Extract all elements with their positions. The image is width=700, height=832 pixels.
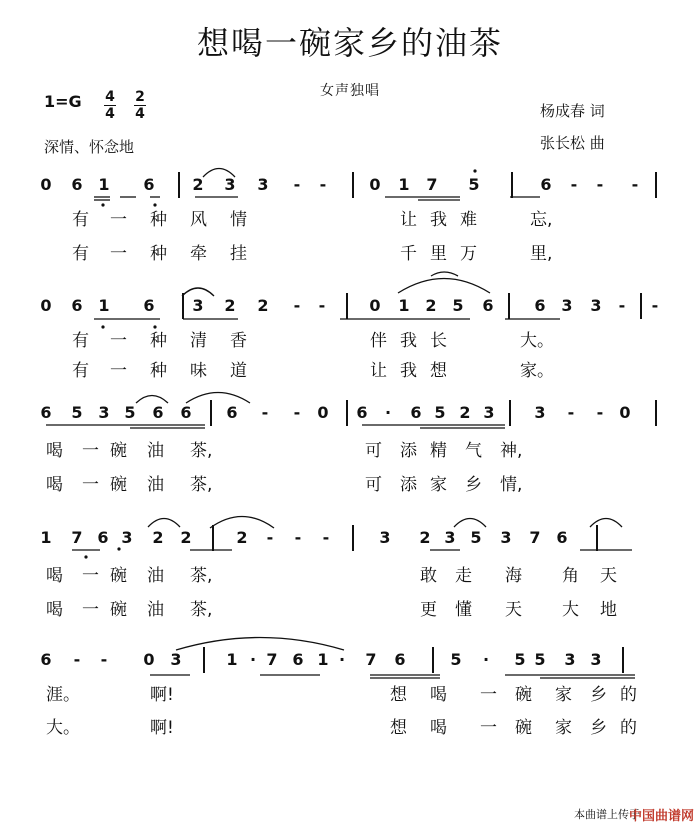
note: 6: [71, 175, 83, 194]
note: 1: [398, 296, 410, 315]
lyric-verse-1: 一: [110, 210, 127, 230]
note: -: [570, 175, 578, 194]
lyric-verse-1: 大。: [520, 331, 554, 351]
note: 3: [224, 175, 236, 194]
time-sig-numerator: 2: [135, 89, 145, 105]
lyric-verse-1: 清: [190, 331, 207, 351]
lyric-verse-1: 家: [555, 685, 572, 705]
lyric-verse-2: 喝: [46, 475, 63, 495]
note: 7: [426, 175, 438, 194]
song-title: 想喝一碗家乡的油茶: [196, 24, 503, 62]
note: ·: [482, 650, 490, 669]
lyric-verse-2: 情,: [500, 475, 523, 495]
note: -: [261, 403, 269, 422]
time-sig-numerator: 4: [105, 89, 115, 105]
lyric-verse-2: 添: [400, 475, 417, 495]
lyric-verse-2: 可: [365, 475, 382, 495]
lyric-verse-2: 一: [110, 244, 127, 264]
lyric-verse-1: 喝: [46, 441, 63, 461]
note: 2: [236, 528, 248, 547]
note: 5: [470, 528, 482, 547]
note: 3: [564, 650, 576, 669]
lyric-verse-1: 海: [505, 566, 522, 586]
site-logo: 中国曲谱网: [628, 809, 694, 824]
lyric-verse-1: 走: [455, 566, 472, 586]
note: 2: [419, 528, 431, 547]
lyric-verse-2: 乡: [590, 718, 607, 738]
lyric-verse-2: 里: [430, 244, 447, 264]
note: 3: [561, 296, 573, 315]
lyric-verse-1: 涯。: [46, 685, 80, 705]
note: -: [596, 403, 604, 422]
lyric-verse-1: 油: [147, 441, 164, 461]
lyric-verse-1: 香: [230, 331, 247, 351]
note: 6: [143, 296, 155, 315]
performance-type: 女声独唱: [320, 83, 380, 99]
lyric-verse-2: 牵: [190, 244, 207, 264]
note: 0: [40, 175, 52, 194]
lyric-verse-1: 一: [480, 685, 497, 705]
note: 6: [180, 403, 192, 422]
note: 2: [459, 403, 471, 422]
note: 6: [226, 403, 238, 422]
lyric-verse-1: 气: [465, 441, 482, 461]
note: -: [319, 175, 327, 194]
time-sig-denominator: 4: [135, 106, 145, 122]
note: 1: [317, 650, 329, 669]
note: 5: [452, 296, 464, 315]
note: 0: [317, 403, 329, 422]
lyric-verse-1: 添: [400, 441, 417, 461]
lyric-verse-1: 想: [390, 685, 407, 705]
note: -: [318, 296, 326, 315]
note: -: [596, 175, 604, 194]
note: 5: [534, 650, 546, 669]
lyric-verse-1: 茶,: [190, 441, 213, 461]
lyric-verse-2: 挂: [230, 244, 247, 264]
note: 7: [71, 528, 83, 547]
lyric-verse-1: 我: [430, 210, 447, 230]
note: 6: [540, 175, 552, 194]
lyric-verse-2: 道: [230, 361, 247, 381]
lyric-verse-1: 碗: [515, 685, 532, 705]
lyric-verse-2: 种: [150, 244, 167, 264]
note: 5: [514, 650, 526, 669]
lyric-verse-1: 可: [365, 441, 382, 461]
note: 6: [71, 296, 83, 315]
note: 3: [483, 403, 495, 422]
lyric-verse-1: 情: [230, 210, 247, 230]
note: 2: [224, 296, 236, 315]
lyric-verse-2: 家: [555, 718, 572, 738]
lyric-verse-2: 我: [400, 361, 417, 381]
note: 0: [369, 296, 381, 315]
note: 2: [180, 528, 192, 547]
note: ·: [249, 650, 257, 669]
note: -: [651, 296, 659, 315]
lyric-verse-1: 乡: [590, 685, 607, 705]
note: 3: [500, 528, 512, 547]
note: 5: [434, 403, 446, 422]
note: 6: [97, 528, 109, 547]
note: 6: [410, 403, 422, 422]
lyric-verse-2: 碗: [110, 600, 127, 620]
lyric-verse-1: 茶,: [190, 566, 213, 586]
expression-marking: 深情、怀念地: [44, 138, 135, 156]
note: -: [266, 528, 274, 547]
lyric-verse-1: 我: [400, 331, 417, 351]
note: -: [293, 175, 301, 194]
lyric-verse-1: 长: [430, 331, 447, 351]
lyric-verse-1: 敢: [420, 566, 437, 586]
lyric-verse-2: 喝: [46, 600, 63, 620]
note: 3: [257, 175, 269, 194]
lyric-verse-2: 想: [430, 361, 447, 381]
note: ·: [384, 403, 392, 422]
note: -: [631, 175, 639, 194]
note: 2: [152, 528, 164, 547]
note: 5: [450, 650, 462, 669]
lyric-verse-2: 一: [110, 361, 127, 381]
lyric-verse-2: 油: [147, 600, 164, 620]
note: 3: [590, 650, 602, 669]
lyric-verse-1: 油: [147, 566, 164, 586]
note: 1: [226, 650, 238, 669]
note: 1: [398, 175, 410, 194]
note: 6: [40, 403, 52, 422]
note: -: [567, 403, 575, 422]
note: 3: [379, 528, 391, 547]
lyric-verse-2: 一: [82, 600, 99, 620]
lyric-verse-1: 的: [620, 685, 637, 705]
lyric-verse-1: 喝: [430, 685, 447, 705]
lyric-verse-2: 一: [480, 718, 497, 738]
lyric-verse-2: 天: [505, 600, 522, 620]
lyric-verse-2: 千: [400, 244, 417, 264]
lyric-verse-1: 一: [82, 566, 99, 586]
note: -: [322, 528, 330, 547]
note: 2: [257, 296, 269, 315]
lyric-verse-2: 大。: [46, 718, 80, 738]
lyric-verse-1: 喝: [46, 566, 63, 586]
lyric-verse-1: 让: [400, 210, 417, 230]
note: 1: [98, 175, 110, 194]
lyric-verse-1: 神,: [500, 441, 523, 461]
lyric-verse-2: 茶,: [190, 475, 213, 495]
lyric-verse-1: 有: [72, 210, 89, 230]
lyric-verse-2: 茶,: [190, 600, 213, 620]
lyric-verse-1: 碗: [110, 441, 127, 461]
lyric-verse-2: 碗: [515, 718, 532, 738]
note: -: [100, 650, 108, 669]
note: 5: [468, 175, 480, 194]
note: -: [618, 296, 626, 315]
lyric-verse-2: 有: [72, 361, 89, 381]
lyric-verse-1: 风: [190, 210, 207, 230]
note: -: [293, 296, 301, 315]
lyric-verse-2: 大: [562, 600, 579, 620]
note: 6: [394, 650, 406, 669]
note: 6: [292, 650, 304, 669]
note: 0: [619, 403, 631, 422]
lyric-verse-2: 地: [600, 600, 617, 620]
lyric-verse-2: 家。: [520, 361, 554, 381]
note: 6: [143, 175, 155, 194]
note: 3: [192, 296, 204, 315]
lyric-verse-2: 喝: [430, 718, 447, 738]
lyric-verse-1: 精: [430, 441, 447, 461]
lyric-verse-1: 忘,: [530, 210, 553, 230]
note: 1: [40, 528, 52, 547]
lyric-verse-1: 啊!: [150, 685, 174, 705]
lyric-verse-2: 让: [370, 361, 387, 381]
note: 2: [425, 296, 437, 315]
footer-upload-text: 本曲谱上传于: [574, 808, 640, 821]
note: -: [73, 650, 81, 669]
key-signature: 1=G: [44, 92, 82, 111]
note: 0: [369, 175, 381, 194]
note: 3: [98, 403, 110, 422]
lyric-verse-2: 味: [190, 361, 207, 381]
lyric-verse-2: 懂: [455, 600, 472, 620]
lyric-verse-1: 碗: [110, 566, 127, 586]
note: 3: [444, 528, 456, 547]
lyric-verse-2: 碗: [110, 475, 127, 495]
note: ·: [338, 650, 346, 669]
lyric-verse-2: 乡: [465, 475, 482, 495]
lyric-verse-1: 种: [150, 210, 167, 230]
note: 6: [534, 296, 546, 315]
note: 6: [40, 650, 52, 669]
lyric-verse-1: 一: [82, 441, 99, 461]
note: 6: [152, 403, 164, 422]
lyric-verse-1: 一: [110, 331, 127, 351]
lyric-verse-1: 难: [460, 210, 477, 230]
note: 6: [356, 403, 368, 422]
lyric-verse-2: 更: [420, 600, 437, 620]
lyric-verse-1: 天: [600, 566, 617, 586]
note: 5: [71, 403, 83, 422]
note: 3: [590, 296, 602, 315]
lyric-verse-2: 的: [620, 718, 637, 738]
note: 1: [98, 296, 110, 315]
lyric-verse-1: 种: [150, 331, 167, 351]
note: 2: [192, 175, 204, 194]
lyric-verse-2: 万: [460, 244, 477, 264]
note: 3: [170, 650, 182, 669]
lyric-verse-2: 里,: [530, 244, 553, 264]
note: 7: [266, 650, 278, 669]
lyric-verse-2: 有: [72, 244, 89, 264]
lyric-verse-1: 角: [562, 566, 579, 586]
lyric-verse-1: 有: [72, 331, 89, 351]
note: 3: [534, 403, 546, 422]
note: -: [294, 528, 302, 547]
lyric-verse-2: 油: [147, 475, 164, 495]
note: 3: [121, 528, 133, 547]
note: 7: [365, 650, 377, 669]
lyric-verse-1: 伴: [370, 331, 387, 351]
lyric-verse-2: 家: [430, 475, 447, 495]
note: 0: [143, 650, 155, 669]
lyricist-credit: 杨成春 词: [540, 102, 605, 120]
lyric-verse-2: 种: [150, 361, 167, 381]
lyric-verse-2: 想: [390, 718, 407, 738]
lyric-verse-2: 一: [82, 475, 99, 495]
lyric-verse-2: 啊!: [150, 718, 174, 738]
note: 6: [556, 528, 568, 547]
note: 7: [529, 528, 541, 547]
time-sig-denominator: 4: [105, 106, 115, 122]
note: -: [293, 403, 301, 422]
note: 5: [124, 403, 136, 422]
note: 0: [40, 296, 52, 315]
note: 6: [482, 296, 494, 315]
composer-credit: 张长松 曲: [540, 134, 605, 152]
